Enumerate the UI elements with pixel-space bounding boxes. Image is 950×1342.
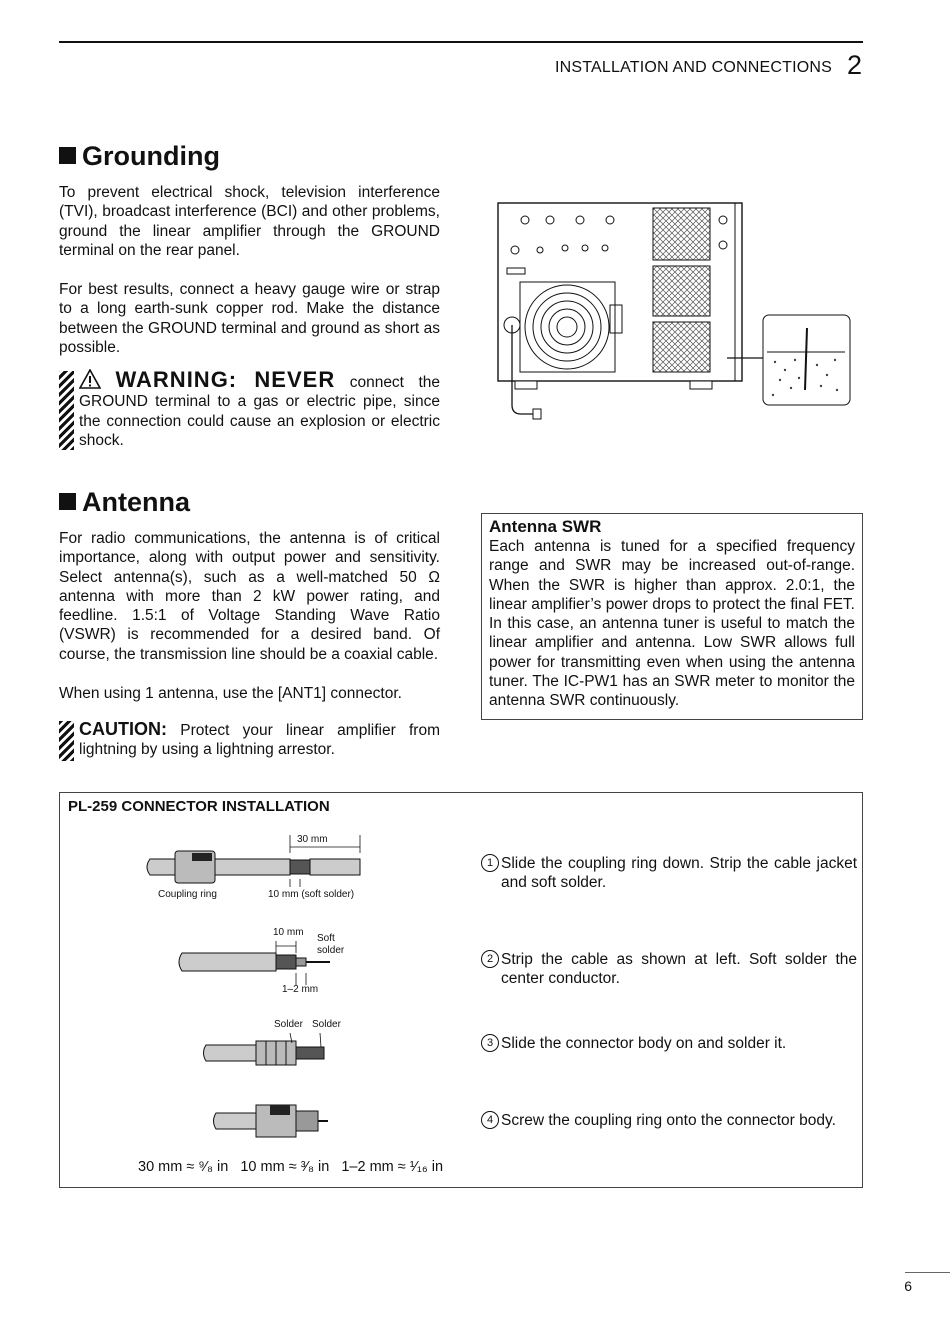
pl259-installation-box	[59, 792, 863, 1188]
step3-diagram	[200, 1033, 340, 1073]
step-number: 1	[481, 854, 499, 872]
caution-block	[79, 720, 440, 760]
antenna-heading: Antenna	[59, 487, 190, 518]
dim-1-2mm-label: 1–2 mm	[282, 984, 319, 995]
warning-text: connect the GROUND terminal to a gas or electric pipe, since the connection could cause an explosion or electric shock.	[79, 374, 441, 449]
grounding-paragraph-2: For best results, connect a heavy gauge wire or strap to a long earth-sunk copper rod. Make the distance between the GROUND terminal and ground as short as possible.	[59, 281, 440, 356]
warning-label: WARNING: NEVER	[115, 367, 336, 392]
warning-hatch	[59, 371, 74, 450]
solder-label-2: Solder	[312, 1019, 341, 1030]
step-text: Strip the cable as shown at left. Soft solder the center conductor.	[501, 951, 857, 988]
unit-conversion-note: 30 mm ≈ ⁹⁄₈ in 10 mm ≈ ³⁄₈ in 1–2 mm ≈ ¹⁄₁₆ in	[138, 1159, 444, 1175]
page-number: 6	[904, 1278, 912, 1294]
step4-diagram	[210, 1101, 340, 1141]
step-text: Slide the coupling ring down. Strip the cable jacket and soft solder.	[501, 855, 857, 892]
antenna-paragraph-2: When using 1 antenna, use the [ANT1] connector.	[59, 685, 402, 702]
swr-title: Antenna SWR	[489, 517, 602, 536]
dim-10mm-label: 10 mm	[273, 927, 304, 938]
step-text: Screw the coupling ring onto the connector body.	[501, 1112, 836, 1129]
footer-rule	[905, 1272, 950, 1273]
step-number: 2	[481, 950, 499, 968]
caution-label: CAUTION:	[79, 719, 167, 739]
caution-text: Protect your linear amplifier from lightning by using a lightning arrestor.	[79, 722, 441, 759]
chapter-number: 2	[846, 50, 862, 80]
soft-label: Soft	[317, 933, 335, 944]
rear-panel-ground-illustration	[495, 200, 855, 425]
solder-label-1: Solder	[274, 1019, 303, 1030]
step-1	[481, 854, 857, 893]
section-header: INSTALLATION AND CONNECTIONS	[554, 59, 832, 76]
warning-block	[79, 369, 440, 450]
step-2	[481, 950, 857, 989]
pl259-title: PL-259 CONNECTOR INSTALLATION	[68, 798, 330, 815]
heading-square-icon	[59, 493, 76, 510]
soft-solder-10mm-label: 10 mm (soft solder)	[268, 889, 355, 900]
step2-diagram	[170, 933, 370, 993]
caution-hatch	[59, 721, 74, 761]
grounding-paragraph-1: To prevent electrical shock, television interference (TVI), broadcast interference (BCI) and other problems, ground the linear amplifier through the GROUND terminal on the rear panel.	[59, 184, 440, 259]
warning-triangle-icon	[79, 369, 101, 389]
step-4	[481, 1111, 857, 1130]
step-3	[481, 1034, 857, 1053]
dim-30mm-label: 30 mm	[297, 834, 328, 845]
heading-square-icon	[59, 147, 76, 164]
step-number: 3	[481, 1034, 499, 1052]
solder-word-label: solder	[317, 945, 345, 956]
header-rule	[59, 41, 863, 43]
swr-body: Each antenna is tuned for a specified frequency range and SWR may be increased out-of-range. When the SWR is higher than approx. 2.0:1, the linear amplifier’s power drops to protect the final FET. In this case, an antenna tuner is useful to match the linear amplifier and antenna. Low SWR allows full power for transmitting even when using the antenna tuner. The IC-PW1 has an SWR meter to monitor the antenna SWR continuously.	[489, 538, 855, 710]
antenna-paragraph-1: For radio communications, the antenna is of critical importance, along with output power and sensitivity. Select antenna(s), such as a well-matched 50 Ω antenna with more than 2 kW power rating, and feedline. 1.5:1 of Voltage Standing Wave Ratio (VSWR) is recommended for a desired band. Of course, the transmission line should be a coaxial cable.	[59, 530, 440, 663]
grounding-heading: Grounding	[59, 141, 220, 172]
step-text: Slide the connector body on and solder it.	[501, 1035, 787, 1052]
antenna-swr-box	[481, 513, 863, 720]
step-number: 4	[481, 1111, 499, 1129]
coupling-ring-label: Coupling ring	[158, 889, 217, 900]
